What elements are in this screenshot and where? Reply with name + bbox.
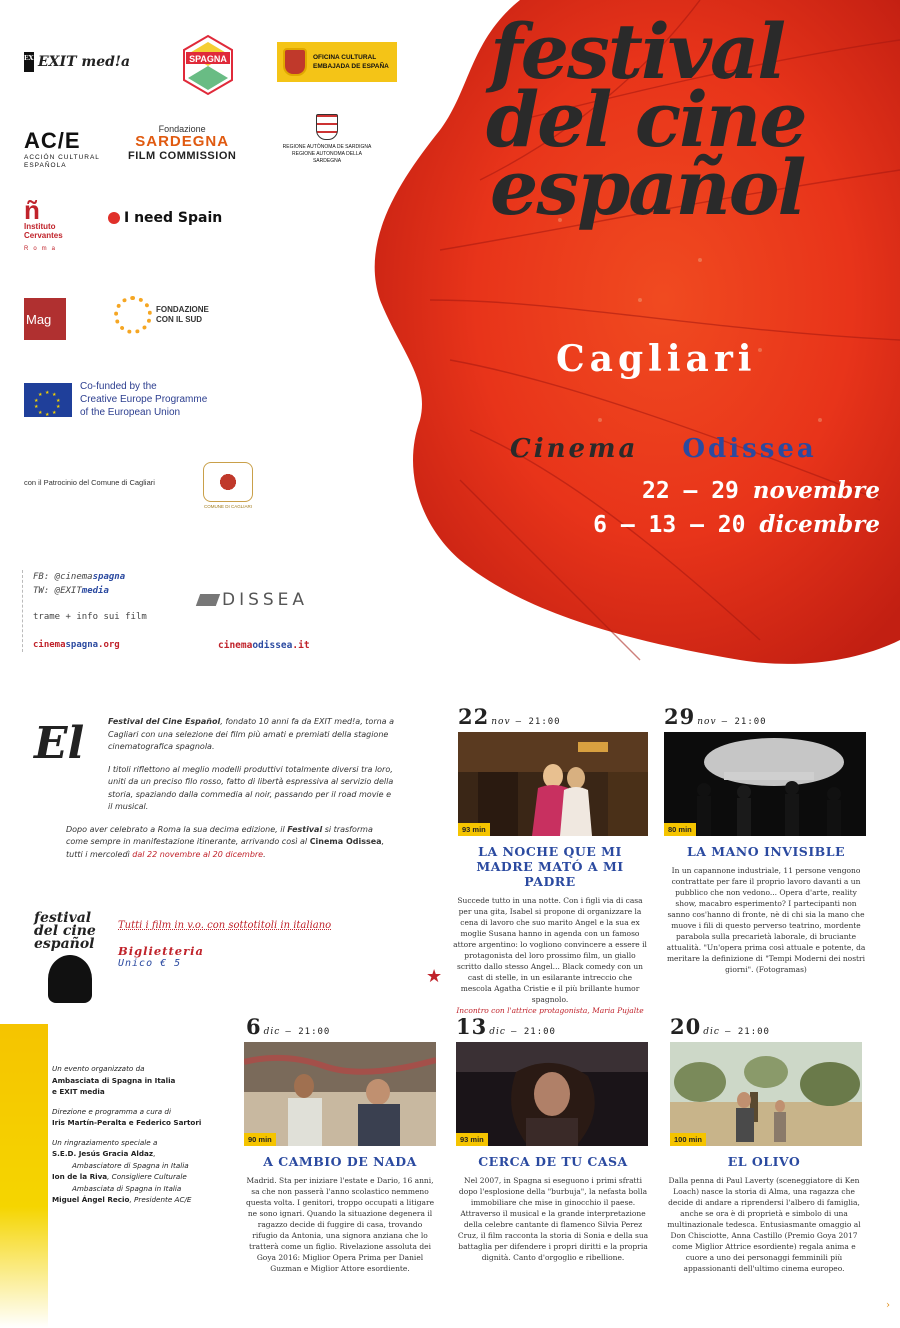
ace-logo	[24, 128, 100, 170]
cervantes-line-1: Instituto	[24, 222, 56, 231]
credit-l7-rest: ,	[153, 1149, 156, 1158]
dates-days-2: 6 — 13 — 20	[593, 512, 746, 538]
film-day: 6	[246, 1014, 262, 1039]
comune-label: COMUNE DI CAGLIARI	[203, 504, 252, 509]
mini-festival-logo	[34, 912, 104, 1003]
film-card	[244, 1014, 436, 1274]
film-title: CERCA DE TU CASA	[478, 1154, 628, 1169]
exit-box: EXIT	[24, 52, 34, 72]
film-still-image	[456, 1042, 648, 1146]
film-title: A CAMBIO DE NADA	[263, 1154, 417, 1169]
film-desc-text: Succede tutto in una notte. Con i figli via di casa per una gita, Isabel si propone di organizzare la cena di lavoro che suo marito Angel e la sua ex moglie Susana hanno in agenda con un famoso attore argentino: lo vogliono convincere a essere il protagonista del loro prossimo film, un giallo scritto dallo stesso Angel... Black comedy con un cast di stelle, in un esilarante intreccio che mescola Agatha Cristie e il più brillante humor spagnolo.	[453, 896, 647, 1004]
intro-dropcap: El	[34, 718, 85, 769]
mag-text: Mag	[26, 312, 52, 327]
credit-line-1: Un evento organizzato da	[52, 1064, 145, 1073]
film-date	[664, 704, 868, 729]
film-card	[456, 1014, 650, 1263]
credit-l11-rest: , Presidente AC/E	[129, 1195, 192, 1204]
comune-cagliari-logo	[200, 462, 256, 509]
intro-p3-c: si trasforma come sempre in manifestazione itinerante, arrivando così al	[66, 824, 373, 846]
site-a: cinema	[33, 640, 66, 650]
film-month: nov	[491, 717, 511, 727]
tickets-price: Unico € 5	[118, 958, 182, 969]
credit-line-6: Un ringraziamento speciale a	[52, 1137, 158, 1147]
credit-line-9	[52, 1171, 238, 1183]
instituto-cervantes-logo	[24, 195, 63, 252]
regione-line-2: REGIONE AUTONOMA DELLA SARDEGNA	[292, 151, 362, 164]
intro-p3-d: Cinema Odissea	[309, 837, 382, 846]
film-still-image	[670, 1042, 862, 1146]
film-day: 20	[670, 1014, 702, 1039]
credit-l7-bold: S.E.D. Jesús Gracia Aldaz	[52, 1149, 154, 1158]
intro-text	[66, 716, 396, 871]
film-still-image	[664, 732, 866, 836]
cinemaodissea-link[interactable]	[218, 640, 310, 651]
sard-sardegna: SARDEGNA	[135, 133, 230, 150]
venue-word-1: Cinema	[510, 434, 639, 464]
regione-sardegna-logo	[282, 114, 372, 165]
sard-fondazione: Fondazione	[158, 124, 206, 134]
tickets-label: Biglietteria	[118, 944, 205, 958]
tw-highlight: media	[81, 586, 109, 596]
eu-line-2: Creative Europe Programme	[80, 394, 208, 405]
twitter-handle[interactable]	[33, 584, 172, 598]
silhouette-icon	[48, 955, 92, 1003]
site-b: spagna	[65, 640, 99, 650]
city-label: Cagliari	[556, 338, 757, 380]
intro-p3-g: .	[263, 849, 266, 859]
oficina-text	[313, 53, 389, 71]
dates-month-1: novembre	[752, 477, 880, 504]
film-still	[456, 1042, 648, 1146]
film-date	[664, 1014, 864, 1039]
chevron-right-icon: ›	[886, 1300, 890, 1311]
credits	[52, 1063, 238, 1206]
film-note: Incontro con l'attrice protagonista, Maria Pujalte	[456, 1006, 644, 1015]
duration-badge: 80 min	[664, 823, 696, 836]
credit-l9-bold: Ion de la Riva	[52, 1172, 108, 1181]
mini-title-3: español	[34, 936, 95, 952]
patrocinio-text: con il Patrocinio del Comune di Cagliari	[24, 478, 155, 487]
festival-dates	[500, 474, 880, 542]
intro-paragraph-1	[66, 716, 396, 754]
film-day: 13	[456, 1014, 488, 1039]
exit-media-text: EXIT med!a	[38, 54, 131, 70]
sard-film-commission: FILM COMMISSION	[128, 150, 237, 162]
credit-line-5: Iris Martín-Peralta e Federico Sartori	[52, 1118, 202, 1127]
film-still-image	[244, 1042, 436, 1146]
film-day: 22	[458, 704, 490, 729]
duration-badge: 90 min	[244, 1133, 276, 1146]
intro-p1-rest: , fondato 10 anni fa da EXIT med!a, torna a Cagliari con una selezione dei film più amati e premiati della stagione cinematografica spagnola.	[108, 717, 395, 751]
od-c: .it	[292, 640, 310, 651]
film-time: — 21:00	[515, 717, 561, 727]
regione-shield-icon	[316, 114, 338, 140]
intro-p3-f: dal 22 novembre al 20 dicembre	[132, 849, 264, 859]
film-month: dic	[263, 1027, 281, 1037]
credit-line-8: Ambasciatore di Spagna in Italia	[72, 1160, 189, 1170]
trame-label: trame + info sui film	[33, 612, 147, 622]
film-day: 29	[664, 704, 696, 729]
credit-l9-rest: , Consigliere Culturale	[107, 1172, 187, 1181]
duration-badge: 93 min	[456, 1133, 488, 1146]
credit-line-2: Ambasciata di Spagna in Italia	[52, 1075, 176, 1085]
city-name	[556, 338, 756, 380]
credit-line-4: Direzione e programma a cura di	[52, 1106, 171, 1116]
eu-text	[80, 380, 207, 419]
dates-november	[500, 474, 880, 508]
film-title: EL OLIVO	[727, 1154, 801, 1169]
yellow-accent-bar	[0, 1024, 48, 1328]
film-still	[670, 1042, 862, 1146]
regione-line-1: REGIONE AUTÒNOMA DE SARDIGNA	[282, 144, 372, 150]
duration-badge: 100 min	[670, 1133, 706, 1146]
film-card	[452, 704, 648, 1016]
mini-title-1: festival	[34, 910, 92, 926]
film-still-image	[458, 732, 648, 836]
venue	[510, 434, 817, 464]
oficina-line-1: OFICINA CULTURAL	[313, 54, 377, 61]
cagliari-crest-icon	[203, 462, 253, 502]
credit-l11-bold: Miguel Ángel Recio	[52, 1195, 130, 1204]
cinemaspagna-link[interactable]	[33, 638, 172, 652]
intro-paragraph-3	[66, 824, 396, 862]
tw-prefix: TW: @EXIT	[33, 586, 82, 596]
od-b: odissea	[252, 640, 293, 651]
sun-dot-icon	[108, 212, 120, 224]
film-time: — 21:00	[721, 717, 767, 727]
film-description: Madrid. Sta per iniziare l'estate e Dario, 16 anni, sa che non passerà l'anno scolastico nemmeno questa volta. I genitori, troppo occupati a litigare ne sono ignari. Quando la situazione degenera il ragazzo decide di fuggire di casa, trovando rifugio da Antonia, una signora anziana che lo tratterà come un figlio. Rivelazione assoluta dei Goya 2016: Miglior Opera Prima per Daniel Guzman e Miglior Attore esordiente.	[245, 1176, 435, 1273]
film-description: Dalla penna di Paul Laverty (sceneggiatore di Ken Loach) nasce la storia di Alma, una ragazza che decide di andare a riprendersi l'albero di famiglia, anche se ora è di proprietà e simbolo di una multinazionale tedesca. Entusiasmante omaggio al Don Chisciotte, Anna Castillo (Premio Goya 2017 come Miglior Attrice esordiente) regala anima e cuore a uno dei personaggi femminili più appassionanti dell'ultimo cinema europeo.	[667, 1176, 861, 1273]
film-card	[664, 1014, 864, 1274]
fondazione-con-il-sud-logo	[114, 296, 209, 334]
odissea-text: DISSEA	[222, 590, 309, 610]
odissea-logo	[198, 590, 308, 610]
i-need-spain-logo	[108, 210, 222, 226]
fcs-line-2: CON IL SUD	[156, 315, 203, 324]
film-month: dic	[703, 1027, 720, 1037]
spagna-logo	[180, 34, 236, 96]
film-month: dic	[489, 1027, 506, 1037]
film-time: — 21:00	[511, 1027, 556, 1037]
fb-highlight: spagna	[92, 572, 126, 582]
credit-gap	[52, 1098, 238, 1106]
oficina-line-2: EMBAJADA DE ESPAÑA	[313, 63, 389, 70]
credit-line-7	[52, 1148, 238, 1160]
ace-line-1: ACCIÓN CULTURAL	[24, 154, 100, 161]
film-still	[664, 732, 866, 836]
credit-gap-2	[52, 1129, 238, 1137]
film-still	[458, 732, 648, 836]
film-description: In un capannone industriale, 11 persone vengono contrattate per fare il proprio lavoro davanti a un pubblico che non vedono... Opera d'arte, reality show, macabro esperimento? I partecipanti non sanno cos'hanno di fronte, nè di chi sia la mano che muove i fili di questo perverso teatrino, mordente parabola sulla precarietà laborale, di bruciante attualità. "Un'opera prima così attuale e potente, da meritare la definizione di "Tempi Moderni dei nostri giorni". (Fotogramas)	[666, 866, 866, 974]
intro-p3-a: Dopo aver celebrato a Roma la sua decima edizione, il	[66, 824, 288, 834]
title-line-1: festival	[490, 7, 785, 96]
social-links	[22, 570, 172, 652]
fcs-text	[156, 305, 209, 325]
duration-badge: 93 min	[458, 823, 490, 836]
site-c: .org	[98, 640, 120, 650]
cervantes-city: Roma	[24, 246, 61, 252]
spain-crest-icon	[283, 48, 307, 76]
film-date	[456, 1014, 650, 1039]
film-month: nov	[697, 717, 717, 727]
intro-paragraph-2: I titoli riflettono al meglio modelli produttivi totalmente diversi tra loro, uniti da un preciso filo rosso, fatto di libertà espressiva al servizio della storia, spaziando dalla commedia al noir, passando per il road movie e il musical.	[108, 764, 394, 811]
sun-icon	[114, 296, 152, 334]
venue-word-2: Odissea	[682, 434, 817, 464]
film-title: LA NOCHE QUE MI MADRE MATÓ A MI PADRE	[476, 844, 624, 889]
od-a: cinema	[218, 640, 253, 651]
spagna-text: SPAGNA	[189, 54, 227, 64]
subtitles-note: Tutti i film in v.o. con sottotitoli in italiano	[118, 920, 332, 931]
star-icon: ★	[426, 966, 443, 987]
film-title: LA MANO INVISIBLE	[686, 844, 846, 859]
eu-flag-icon: ★ ★ ★ ★ ★ ★ ★ ★ ★ ★	[24, 383, 72, 417]
intro-festival-name: Festival del Cine Español	[108, 717, 221, 726]
film-description: Nel 2007, in Spagna si eseguono i primi sfratti dopo l'esplosione della "burbuja", la nefasta bolla immobiliare che mise in ginocchio il paese. Attraverso il musical e la grande interpretazione della celebre cantante di flamenco Silvia Perez Cruz, il film racconta la storia di Sonia e della sua battaglia per difendere i propri diritti e la propria dignità. Canto d'orgoglio e ribellione.	[457, 1176, 649, 1262]
intro-p3-e: , tutti i mercoledì	[66, 837, 385, 859]
fcs-line-1: FONDAZIONE	[156, 305, 209, 314]
dates-december	[500, 508, 880, 542]
ineed-text: I need Spain	[124, 210, 223, 226]
credit-line-10: Ambasciata di Spagna in Italia	[72, 1183, 182, 1193]
eu-line-3: of the European Union	[80, 407, 181, 418]
cervantes-mark-icon: ñ	[24, 195, 40, 225]
sardegna-film-commission-logo	[128, 124, 236, 162]
dates-month-2: dicembre	[759, 511, 880, 538]
cervantes-line-2: Cervantes	[24, 231, 63, 240]
mini-title-2: del cine	[34, 923, 96, 939]
film-still	[244, 1042, 436, 1146]
film-description	[452, 895, 648, 1016]
fb-prefix: FB: @cinema	[33, 572, 93, 582]
ace-line-2: ESPAÑOLA	[24, 162, 67, 169]
festival-title	[476, 7, 896, 232]
eu-line-1: Co-funded by the	[80, 381, 157, 392]
eu-creative-europe-logo	[24, 380, 207, 419]
mag-logo	[24, 298, 66, 340]
film-date	[244, 1014, 436, 1039]
facebook-handle[interactable]	[33, 570, 172, 584]
title-line-3: español	[490, 143, 805, 232]
credit-line-3: e EXIT media	[52, 1087, 105, 1096]
film-card	[664, 704, 868, 975]
credit-line-11	[52, 1194, 238, 1206]
oficina-cultural-logo	[277, 42, 397, 82]
odissea-mark-icon	[196, 594, 220, 606]
exit-media-logo	[24, 52, 130, 72]
film-time: — 21:00	[285, 1027, 331, 1037]
ace-mark: AC/E	[24, 128, 81, 153]
title-line-2: del cine	[486, 75, 806, 164]
film-time: — 21:00	[725, 1027, 770, 1037]
film-date	[452, 704, 648, 729]
intro-p3-b: Festival	[287, 824, 323, 834]
dates-days-1: 22 — 29	[641, 478, 739, 504]
